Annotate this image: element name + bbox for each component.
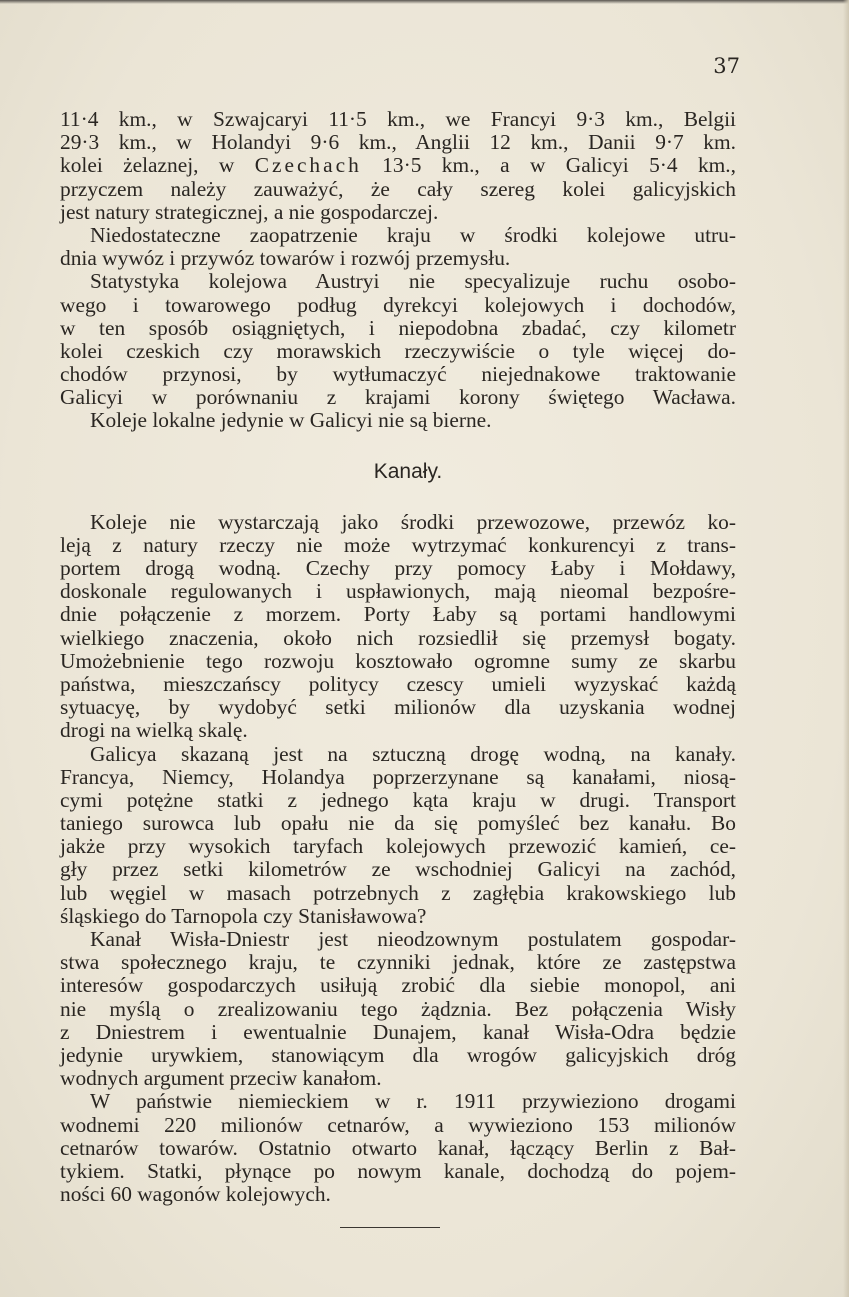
body-text xyxy=(60,108,736,1206)
text-line-part: kolei żelaznej, w xyxy=(60,153,255,178)
text-line: tykiem. Statki, płynące po nowym kanale, dochodzą do pojem- xyxy=(60,1158,736,1183)
text-line: śląskiego do Tarnopola czy Stanisławowa? xyxy=(60,903,427,928)
text-line: jedynie urywkiem, stanowiącym dla wrogów galicyjskich dróg xyxy=(60,1042,736,1067)
text-line: z Dniestrem i ewentualnie Dunajem, kanał Wisła-Odra będzie xyxy=(60,1019,736,1044)
text-line: sytuacyę, by wydobyć setki milionów dla uzyskania wodnej xyxy=(60,695,736,720)
text-line: jest natury strategicznej, a nie gospodarczej. xyxy=(60,199,439,224)
text-line: gły przez setki kilometrów ze wschodniej Galicyi na zachód, xyxy=(60,857,736,882)
text-line xyxy=(60,154,736,177)
text-line: taniego surowca lub opału nie da się pomyśleć bez kanału. Bo xyxy=(60,811,736,836)
text-line: dnia wywóz i przywóz towarów i rozwój przemysłu. xyxy=(60,246,511,271)
text-line: leją z natury rzeczy nie może wytrzymać konkurencyi z trans- xyxy=(60,532,736,557)
text-line: Umożebnienie tego rozwoju kosztowało ogromne sumy ze skarbu xyxy=(60,648,736,673)
closing-rule xyxy=(340,1227,440,1228)
text-line: 11·4 km., w Szwajcaryi 11·5 km., we Francyi 9·3 km., Belgii xyxy=(60,107,736,131)
text-line: Koleje lokalne jedynie w Galicyi nie są bierne. xyxy=(90,408,492,433)
text-line: Niedostateczne zaopatrzenie kraju w środki kolejowe utru- xyxy=(90,222,736,247)
section-after-heading xyxy=(60,511,736,1207)
page-top-edge xyxy=(0,0,849,4)
text-line: Statystyka kolejowa Austryi nie specyalizuje ruchu osobo- xyxy=(90,269,736,294)
text-line: Galicya skazaną jest na sztuczną drogę wodną, na kanały. xyxy=(90,741,736,766)
text-line: lub węgiel w masach potrzebnych z zagłębia krakowskiego lub xyxy=(60,880,736,905)
text-line: wego i towarowego podług dyrekcyi kolejowych i dochodów, xyxy=(60,292,736,317)
text-line: przyczem należy zauważyć, że cały szereg kolei galicyjskich xyxy=(60,176,736,201)
text-line: 29·3 km., w Holandyi 9·6 km., Anglii 12 km., Danii 9·7 km. xyxy=(60,130,736,155)
text-line: W państwie niemieckiem w r. 1911 przywieziono drogami xyxy=(90,1089,736,1114)
page-right-edge xyxy=(843,0,849,1297)
page-number: 37 xyxy=(713,54,740,78)
text-line: państwa, mieszczańscy politycy czescy umieli wyzyskać każdą xyxy=(60,671,736,696)
text-line: chodów przynosi, by wytłumaczyć niejednakowe traktowanie xyxy=(60,362,736,387)
text-line: Koleje nie wystarczają jako środki przewozowe, przewóz ko- xyxy=(90,509,736,534)
text-line: wielkiego znaczenia, około nich rozsiedlił się przemysł bogaty. xyxy=(60,625,736,650)
text-line: jakże przy wysokich taryfach kolejowych przewozić kamień, ce- xyxy=(60,834,736,859)
text-line: portem drogą wodną. Czechy przy pomocy Łaby i Mołdawy, xyxy=(60,556,736,580)
spaced-word: Czechach xyxy=(254,153,362,178)
text-line: dnie połączenie z morzem. Porty Łaby są portami handlowymi xyxy=(60,602,736,627)
text-line-part: 13·5 km., a w Galicyi 5·4 km., xyxy=(361,153,736,178)
text-line: Galicyi w porównaniu z krajami korony świętego Wacława. xyxy=(60,385,736,410)
text-line: Francya, Niemcy, Holandya poprzerzynane są kanałami, niosą- xyxy=(60,764,736,789)
text-line: w ten sposób osiągniętych, i niepodobna zbadać, czy kilometr xyxy=(60,315,736,340)
text-line: interesów gospodarczych usiłują zrobić dla siebie monopol, ani xyxy=(60,973,736,998)
text-line: doskonale regulowanych i uspławionych, mają nieomal bezpośre- xyxy=(60,579,736,604)
text-line: drogi na wielką skalę. xyxy=(60,718,248,743)
text-line: ności 60 wagonów kolejowych. xyxy=(60,1182,331,1207)
section-before-heading xyxy=(60,108,736,433)
text-line: stwa społecznego kraju, te czynniki jednak, które ze zastępstwa xyxy=(60,950,736,975)
text-line: cymi potężne statki z jednego kąta kraju w drugi. Transport xyxy=(60,787,736,812)
text-line: Kanał Wisła-Dniestr jest nieodzownym postulatem gospodar- xyxy=(90,927,736,951)
section-heading: Kanały. xyxy=(373,459,443,483)
text-line: wodnemi 220 milionów cetnarów, a wywieziono 153 milionów xyxy=(60,1112,736,1137)
text-line: wodnych argument przeciw kanałom. xyxy=(60,1066,382,1091)
text-line: nie myślą o zrealizowaniu tego żądznia. Bez połączenia Wisły xyxy=(60,996,736,1021)
text-line: kolei czeskich czy morawskich rzeczywiście o tyle więcej do- xyxy=(60,338,736,363)
text-line: cetnarów towarów. Ostatnio otwarto kanał, łączący Berlin z Bał- xyxy=(60,1135,736,1160)
